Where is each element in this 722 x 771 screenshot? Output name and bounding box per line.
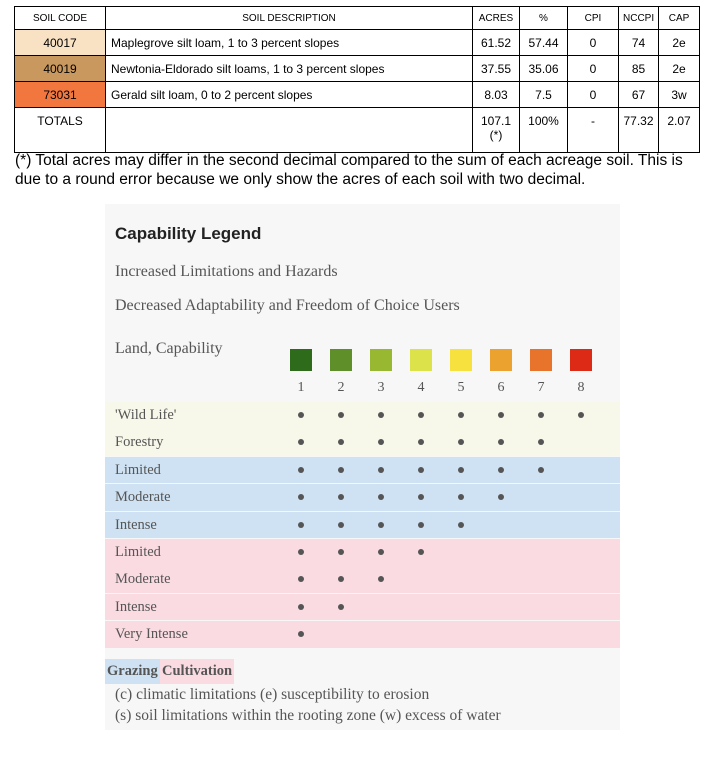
class-applicability-dot [298, 467, 304, 473]
cap-cell: 3w [659, 82, 700, 108]
table-row [15, 56, 700, 82]
class-applicability-dot [538, 467, 544, 473]
legend-row-label: 'Wild Life' [115, 407, 177, 423]
legend-row-label: Intense [115, 516, 157, 533]
capability-class-number: 8 [577, 380, 585, 395]
class-applicability-dot [338, 494, 344, 500]
capability-class-1-swatch [290, 349, 312, 371]
soil-table [14, 6, 700, 153]
header-soil-code: SOIL CODE [15, 7, 106, 30]
class-applicability-dot [298, 576, 304, 582]
percent-cell: 7.5 [520, 82, 568, 108]
cpi-cell: 0 [568, 82, 619, 108]
table-row [15, 30, 700, 56]
capability-legend [105, 204, 620, 730]
class-applicability-dot [418, 439, 424, 445]
legend-row [105, 402, 620, 429]
capability-class-number: 6 [497, 380, 505, 395]
legend-row-label: Moderate [115, 571, 171, 588]
legend-row [105, 539, 620, 566]
legend-row [105, 566, 620, 593]
legend-note-soil: (s) soil limitations within the rooting zone (w) excess of water [115, 707, 501, 724]
class-applicability-dot [298, 604, 304, 610]
class-applicability-dot [538, 412, 544, 418]
header-soil-description: SOIL DESCRIPTION [106, 7, 473, 30]
class-applicability-dot [338, 439, 344, 445]
soil-code-cell: 73031 [15, 82, 106, 108]
totals-percent: 100% [520, 108, 568, 153]
class-applicability-dot [298, 494, 304, 500]
soil-code-cell: 40017 [15, 30, 106, 56]
class-applicability-dot [298, 631, 304, 637]
grazing-key: Grazing [105, 659, 160, 684]
class-applicability-dot [338, 522, 344, 528]
header-cap: CAP [659, 7, 700, 30]
capability-class-number: 5 [457, 380, 465, 395]
class-applicability-dot [378, 522, 384, 528]
class-applicability-dot [458, 412, 464, 418]
table-row [15, 82, 700, 108]
class-applicability-dot [498, 439, 504, 445]
legend-adaptability-text: Decreased Adaptability and Freedom of Choice Users [115, 297, 460, 314]
nccpi-cell: 67 [619, 82, 659, 108]
percent-cell: 57.44 [520, 30, 568, 56]
table-header-row [15, 7, 700, 30]
capability-class-8-swatch [570, 349, 592, 371]
totals-row [15, 108, 700, 153]
class-applicability-dot [298, 412, 304, 418]
capability-class-3-swatch [370, 349, 392, 371]
totals-cpi: - [568, 108, 619, 153]
class-applicability-dot [578, 412, 584, 418]
legend-row-label: Moderate [115, 489, 171, 506]
class-applicability-dot [498, 412, 504, 418]
legend-row-label: Forestry [115, 434, 164, 451]
legend-limitations-text: Increased Limitations and Hazards [115, 263, 338, 280]
header-acres: ACRES [473, 7, 520, 30]
cpi-cell: 0 [568, 30, 619, 56]
class-applicability-dot [498, 494, 504, 500]
class-applicability-dot [418, 549, 424, 555]
legend-row [105, 484, 620, 511]
class-applicability-dot [298, 549, 304, 555]
legend-row [105, 429, 620, 456]
class-applicability-dot [338, 604, 344, 610]
rounding-note: (*) Total acres may differ in the second decimal compared to the sum of each acreage soil. This is due to a round error because we only show the acres of each soil with two decimal. [15, 152, 683, 188]
soil-description-cell: Gerald silt loam, 0 to 2 percent slopes [106, 82, 473, 108]
soil-description-cell: Maplegrove silt loam, 1 to 3 percent slopes [106, 30, 473, 56]
class-applicability-dot [338, 549, 344, 555]
capability-class-number: 4 [417, 380, 425, 395]
class-applicability-dot [378, 467, 384, 473]
legend-row-label: Intense [115, 598, 157, 615]
totals-label: TOTALS [15, 108, 106, 153]
class-applicability-dot [458, 467, 464, 473]
class-applicability-dot [418, 522, 424, 528]
capability-class-number: 2 [337, 380, 345, 395]
class-applicability-dot [338, 467, 344, 473]
class-applicability-dot [378, 549, 384, 555]
cultivation-key: Cultivation [160, 659, 234, 684]
capability-class-number: 1 [297, 380, 305, 395]
cap-cell: 2e [659, 30, 700, 56]
class-applicability-dot [338, 412, 344, 418]
legend-row-label: Limited [115, 544, 161, 560]
class-applicability-dot [298, 439, 304, 445]
capability-class-number: 3 [377, 380, 385, 395]
legend-row-label: Limited [115, 461, 161, 478]
capability-class-number: 7 [537, 380, 545, 395]
legend-row [105, 594, 620, 621]
capability-class-5-swatch [450, 349, 472, 371]
class-applicability-dot [338, 576, 344, 582]
totals-cap: 2.07 [659, 108, 700, 153]
class-applicability-dot [378, 494, 384, 500]
class-applicability-dot [458, 522, 464, 528]
capability-class-7-swatch [530, 349, 552, 371]
legend-note-climatic: (c) climatic limitations (e) susceptibility to erosion [115, 686, 430, 703]
class-applicability-dot [458, 494, 464, 500]
class-applicability-dot [538, 439, 544, 445]
header-nccpi: NCCPI [619, 7, 659, 30]
percent-cell: 35.06 [520, 56, 568, 82]
header-percent: % [520, 7, 568, 30]
soil-code-cell: 40019 [15, 56, 106, 82]
capability-class-2-swatch [330, 349, 352, 371]
class-applicability-dot [378, 412, 384, 418]
nccpi-cell: 85 [619, 56, 659, 82]
legend-row [105, 621, 620, 648]
legend-land-capability-text: Land, Capability [115, 340, 223, 357]
legend-row [105, 512, 620, 539]
acres-cell: 8.03 [473, 82, 520, 108]
totals-nccpi: 77.32 [619, 108, 659, 153]
acres-cell: 37.55 [473, 56, 520, 82]
class-applicability-dot [498, 467, 504, 473]
legend-row [105, 457, 620, 484]
nccpi-cell: 74 [619, 30, 659, 56]
class-applicability-dot [458, 439, 464, 445]
capability-class-4-swatch [410, 349, 432, 371]
legend-title: Capability Legend [115, 224, 262, 243]
cap-cell: 2e [659, 56, 700, 82]
class-applicability-dot [418, 494, 424, 500]
capability-class-6-swatch [490, 349, 512, 371]
class-applicability-dot [378, 576, 384, 582]
cpi-cell: 0 [568, 56, 619, 82]
class-applicability-dot [418, 467, 424, 473]
acres-cell: 61.52 [473, 30, 520, 56]
class-applicability-dot [378, 439, 384, 445]
totals-description-cell [106, 108, 473, 153]
class-applicability-dot [298, 522, 304, 528]
soil-description-cell: Newtonia-Eldorado silt loams, 1 to 3 percent slopes [106, 56, 473, 82]
header-cpi: CPI [568, 7, 619, 30]
legend-row-label: Very Intense [115, 626, 188, 643]
class-applicability-dot [418, 412, 424, 418]
totals-acres: 107.1(*) [473, 108, 520, 153]
